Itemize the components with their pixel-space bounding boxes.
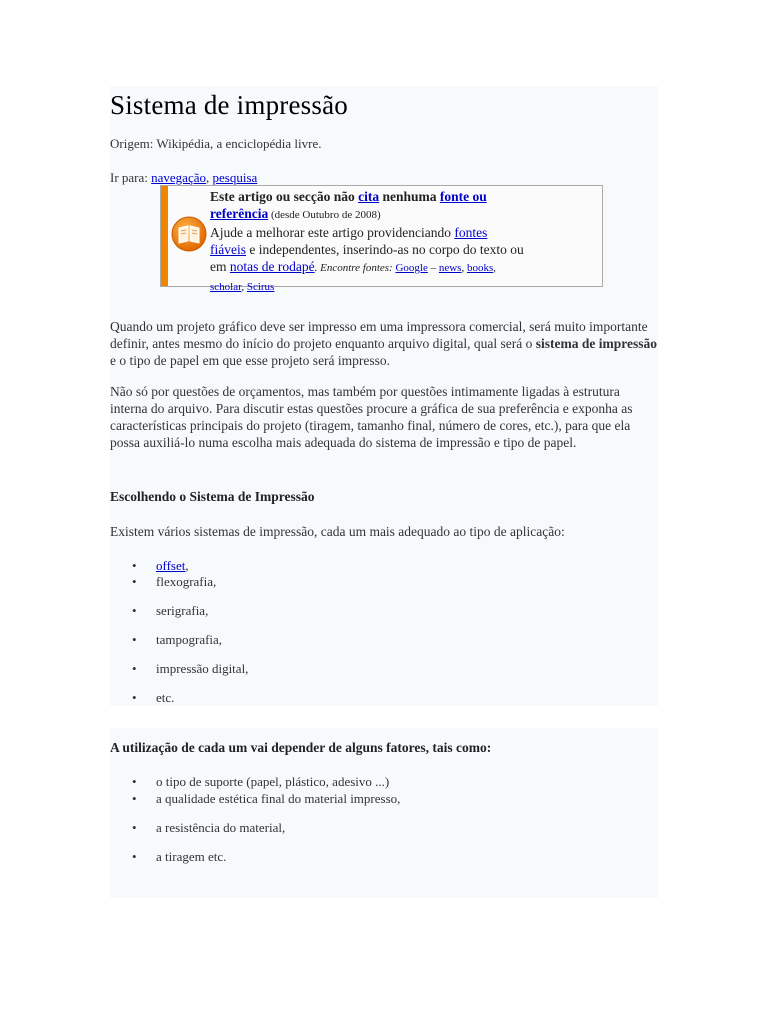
comma-1: , (461, 262, 467, 274)
fonte-link[interactable]: fonte ou (439, 189, 487, 204)
navigation-link[interactable]: navegação (151, 170, 206, 185)
page-break-band (110, 706, 658, 728)
fiaveis-link[interactable]: fiáveis (210, 242, 246, 257)
list-item-label: serigrafia, (156, 603, 209, 618)
bullet-dot: • (132, 574, 137, 589)
list-item-label: impressão digital, (156, 661, 249, 676)
list-item-label: a resistência do material, (156, 820, 286, 835)
list-item-label: a qualidade estética final do material impresso, (156, 791, 401, 806)
comma-2: , (493, 262, 496, 274)
comma-3: , (241, 281, 247, 293)
bullet-dot: • (132, 690, 137, 705)
bullet-dot: • (132, 558, 137, 573)
list-item-label: o tipo de suporte (papel, plástico, adesivo ...) (156, 774, 390, 789)
fontes-link[interactable]: fontes (454, 225, 488, 240)
find-sources-label: . Encontre fontes: (314, 262, 396, 274)
bullet-dot: • (132, 774, 137, 789)
list-item-label: flexografia, (156, 574, 217, 589)
book-icon (171, 216, 207, 252)
notice-accent-bar (161, 186, 168, 286)
notice-line3: e independentes, inserindo-as no corpo do texto ou (246, 242, 524, 257)
paragraph-1-start: Quando um projeto gráfico deve ser impresso em uma impressora comercial, será muito importante definir, antes mesmo do início do projeto enquanto arquivo digital, qual será o (110, 318, 648, 351)
notas-link[interactable]: notas de rodapé (229, 259, 315, 274)
goto-separator: , (206, 170, 213, 185)
goto-line (110, 170, 257, 186)
paragraph-1-bold: sistema de impressão (535, 335, 657, 351)
cita-link[interactable]: cita (358, 189, 380, 204)
paragraph-1-end: e o tipo de papel em que esse projeto será impresso. (110, 353, 391, 369)
page-title: Sistema de impressão (110, 90, 348, 120)
scholar-link[interactable]: scholar (210, 281, 242, 293)
list-item-label: tampografia, (156, 632, 223, 647)
paragraph-1 (110, 318, 658, 370)
unsourced-notice-box (160, 185, 603, 293)
heading-escolhendo: Escolhendo o Sistema de Impressão (110, 489, 315, 504)
notice-text (210, 188, 595, 296)
notice-line2: Ajude a melhorar este artigo providenciando (210, 225, 455, 240)
paragraph-3: Existem vários sistemas de impressão, cada um mais adequado ao tipo de aplicação: (110, 524, 565, 539)
notice-line4: em (210, 259, 230, 274)
offset-link[interactable]: offset (156, 558, 186, 573)
bullet-dot: • (132, 820, 137, 835)
google-link[interactable]: Google (395, 262, 428, 274)
list-item-label: a tiragem etc. (156, 849, 227, 864)
origin-line: Origem: Wikipédia, a enciclopédia livre. (110, 136, 322, 151)
dash-separator: – (427, 262, 439, 274)
books-link[interactable]: books (466, 262, 494, 274)
notice-date: (desde Outubro de 2008) (268, 209, 381, 221)
goto-prefix: Ir para: (110, 170, 152, 185)
list-item-label: etc. (156, 690, 175, 705)
bullet-dot: • (132, 632, 137, 647)
bullet-dot: • (132, 661, 137, 676)
bullet-dot: • (132, 603, 137, 618)
news-link[interactable]: news (438, 262, 462, 274)
bullet-dot: • (132, 791, 137, 806)
search-link[interactable]: pesquisa (212, 170, 258, 185)
notice-bold-2: nenhuma (379, 189, 440, 204)
heading-utilizacao: A utilização de cada um vai depender de alguns fatores, tais como: (110, 740, 492, 755)
offset-comma: , (185, 558, 189, 573)
paragraph-2: Não só por questões de orçamentos, mas também por questões intimamente ligadas à estrutura interna do arquivo. Para discutir estas questões procure a gráfica de sua preferência e exponha as características principais do projeto (tiragem, tamanho final, número de cores, etc.), para que ela possa auxiliá-lo numa escolha mais adequada do sistema de impressão e tipo de papel. (110, 383, 633, 451)
referencia-link[interactable]: referência (210, 206, 269, 221)
scirus-link[interactable]: Scirus (246, 281, 275, 293)
notice-bold-1: Este artigo ou secção não (210, 189, 359, 204)
bullet-dot: • (132, 849, 137, 864)
